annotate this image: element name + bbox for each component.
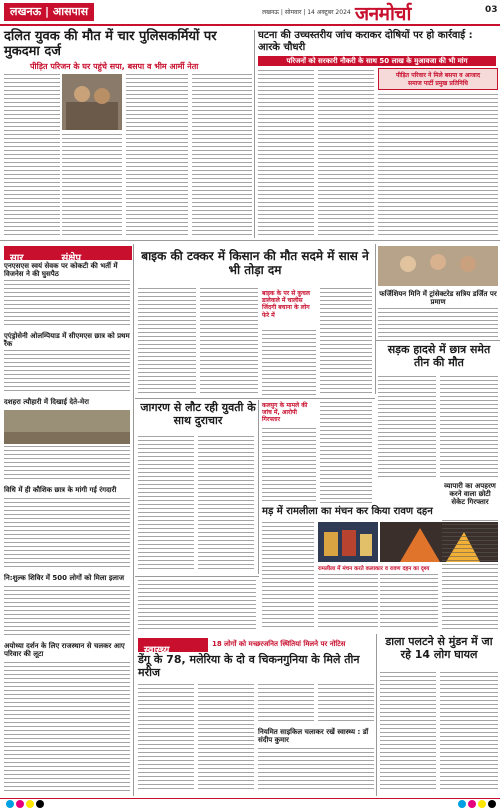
story6-headline: जागरण से लौट रही युवती के साथ दुराचार bbox=[140, 401, 256, 427]
newspaper-brand: जनमोर्चा bbox=[355, 3, 411, 25]
story2-body-col2 bbox=[318, 70, 374, 238]
story1-headline: दलित युवक की मौत में चार पुलिसकर्मियों पर मुकदमा दर्ज bbox=[4, 29, 217, 59]
brief6-headline: अयोध्या दर्शन के लिए राजस्थान से चलकर आए परिवार की लूटा bbox=[4, 642, 125, 659]
brief4-body bbox=[4, 498, 130, 570]
story11-body-col1 bbox=[380, 672, 436, 792]
rule bbox=[376, 340, 500, 341]
story4-photo bbox=[378, 246, 498, 286]
brief5-body bbox=[4, 586, 130, 638]
rule bbox=[133, 244, 134, 796]
story4-headline: फर्जिशियन मिनि में ट्रांसेक्टरेड सत्रिय डर्जित पर प्रमाण bbox=[379, 290, 497, 307]
health-bar bbox=[138, 638, 208, 656]
story5-body-col1 bbox=[378, 376, 436, 480]
story10-headline: नियमित साइकिल चलाकर रखें स्वास्थ्य : डॉ संदीप कुमार bbox=[258, 728, 369, 745]
story7-photo-left bbox=[318, 522, 378, 562]
registration-mark bbox=[468, 800, 476, 808]
story1-body-col2 bbox=[62, 134, 122, 236]
story9-body-col3 bbox=[258, 684, 314, 724]
story1-body-col1 bbox=[4, 74, 60, 236]
story5-body-col2 bbox=[440, 376, 498, 480]
story7-body-col1 bbox=[262, 522, 314, 630]
registration-mark bbox=[488, 800, 496, 808]
page-number: 03 bbox=[485, 5, 498, 15]
pull-quote-2: कलयुग के मामले की जांच में, आरोपी गिरफ्तार bbox=[262, 402, 308, 424]
brief3-headline: दशहरा त्यौहारी में दिखाई देते-मेरा bbox=[4, 398, 89, 406]
story2-body-col3 bbox=[378, 94, 498, 238]
brief3-photo bbox=[4, 410, 130, 444]
story8-body bbox=[442, 520, 498, 630]
story8-headline: व्यापारी का अपहरण करने वाला छोटी सेकेट गिरफ्तार bbox=[444, 482, 496, 507]
story5-headline: सड़क हादसे में छात्र समेत तीन की मौत bbox=[387, 343, 491, 369]
registration-mark bbox=[26, 800, 34, 808]
registration-mark bbox=[6, 800, 14, 808]
story1-body-col3 bbox=[126, 74, 188, 236]
health-label: स्वास्थ्य bbox=[144, 645, 170, 656]
story2-headline: घटना की उच्चस्तरीय जांच कराकर दोषियों पर हो कार्रवाई : आरके चौधरी bbox=[258, 30, 473, 53]
saar-label: सार bbox=[10, 253, 24, 264]
section-tab: लखनऊ | आसपास bbox=[4, 3, 94, 21]
story9-headline: डेंगू के 78, मलेरिया के दो व चिकनगुनिया के मिले तीन मरीज bbox=[138, 653, 360, 679]
rule bbox=[254, 30, 255, 238]
story1-photo bbox=[62, 74, 122, 130]
box-top-right-line1: पीड़ित परिवार ने मिले बसपा व आजाद bbox=[395, 72, 481, 79]
story7-headline: मड़ में रामलीला का मंचन कर किया रावण दहन bbox=[262, 506, 433, 517]
rule bbox=[258, 400, 259, 574]
story3-body-col1 bbox=[138, 288, 196, 396]
registration-mark bbox=[16, 800, 24, 808]
brief1-headline: एनएसएस स्वयं सेवक पर कोकटी की भर्ती में विजनेस ने की घुसपैठ bbox=[4, 262, 118, 279]
story3-body-col4 bbox=[320, 288, 372, 396]
registration-mark bbox=[478, 800, 486, 808]
brief5-headline: नि:शुल्क शिविर में 500 लोगों को मिला इलाज bbox=[4, 574, 125, 582]
box-top-right-line2: समाज पार्टी प्रमुख प्रतिनिधि bbox=[408, 80, 468, 87]
story3-body-col2 bbox=[200, 288, 258, 396]
story9-body-col4 bbox=[318, 684, 374, 724]
story11-body-col2 bbox=[440, 672, 498, 792]
story1-body-col4 bbox=[192, 74, 252, 236]
story11-headline: डाला पलटने से मुंडन में जा रहे 14 लोग घायल bbox=[385, 635, 493, 661]
pull-quote-1: बाइक के पर से कुचल डालेवाले में चालीस जिंदगी बचाना के लोग फेरे में bbox=[262, 290, 310, 319]
rule bbox=[376, 634, 377, 796]
story7-caption: रामलीला में मंचन करते कलाकार व रावण दहन का दृश्य bbox=[318, 566, 430, 572]
health-kicker: 18 लोगों को मच्छरजनित स्थितियां मिलने पर नोटिस bbox=[212, 640, 346, 648]
brief3-body bbox=[4, 446, 130, 482]
brief2-body bbox=[4, 350, 130, 394]
story3-body-col3 bbox=[262, 330, 316, 396]
registration-mark bbox=[36, 800, 44, 808]
brief6-body bbox=[4, 662, 130, 792]
rule bbox=[135, 398, 375, 399]
story3-headline: बाइक की टक्कर में किसान की मौत सदमे में सास ने भी तोड़ा दम bbox=[141, 249, 369, 277]
story7-body-col2 bbox=[318, 574, 378, 630]
story9-body-col1 bbox=[138, 684, 194, 792]
sankshep-label: संक्षेप bbox=[61, 253, 82, 264]
brief1-body bbox=[4, 280, 130, 328]
story4-body bbox=[378, 308, 498, 338]
footer bbox=[0, 798, 500, 809]
mid-body-col2 bbox=[320, 402, 372, 504]
dateline: लखनऊ | सोमवार | 14 अक्टूबर 2024 bbox=[262, 9, 351, 16]
mid-body-col1 bbox=[262, 428, 316, 504]
rule bbox=[135, 576, 259, 577]
brief4-headline: विधि में ही कौशिक छात्र के मांगी गई रंगदारी bbox=[4, 486, 117, 494]
story6-body-col1 bbox=[138, 436, 194, 572]
rule bbox=[375, 244, 376, 394]
box-top-right bbox=[378, 68, 498, 90]
story2-sub: परिजनों को सरकारी नौकरी के साथ 50 लाख के मुआवजा की भी मांग bbox=[258, 56, 496, 66]
story10-body bbox=[258, 748, 374, 792]
story6-body-col2 bbox=[198, 436, 254, 572]
saar-bar bbox=[4, 246, 132, 264]
story9-body-col2 bbox=[198, 684, 254, 792]
registration-mark bbox=[458, 800, 466, 808]
mid-lower-body bbox=[138, 580, 256, 632]
story7-body-col3 bbox=[380, 574, 438, 630]
rule bbox=[0, 240, 500, 241]
brief2-headline: एएंड्रोसेनी ओलम्पियाड में सीएमएस छात्र को प्रथम रैंक bbox=[4, 332, 130, 349]
story2-body-col1 bbox=[258, 70, 314, 238]
masthead bbox=[0, 0, 500, 26]
story1-sub: पीड़ित परिजन के घर पहुंचे सपा, बसपा व भीम आर्मी नेता bbox=[30, 62, 199, 71]
